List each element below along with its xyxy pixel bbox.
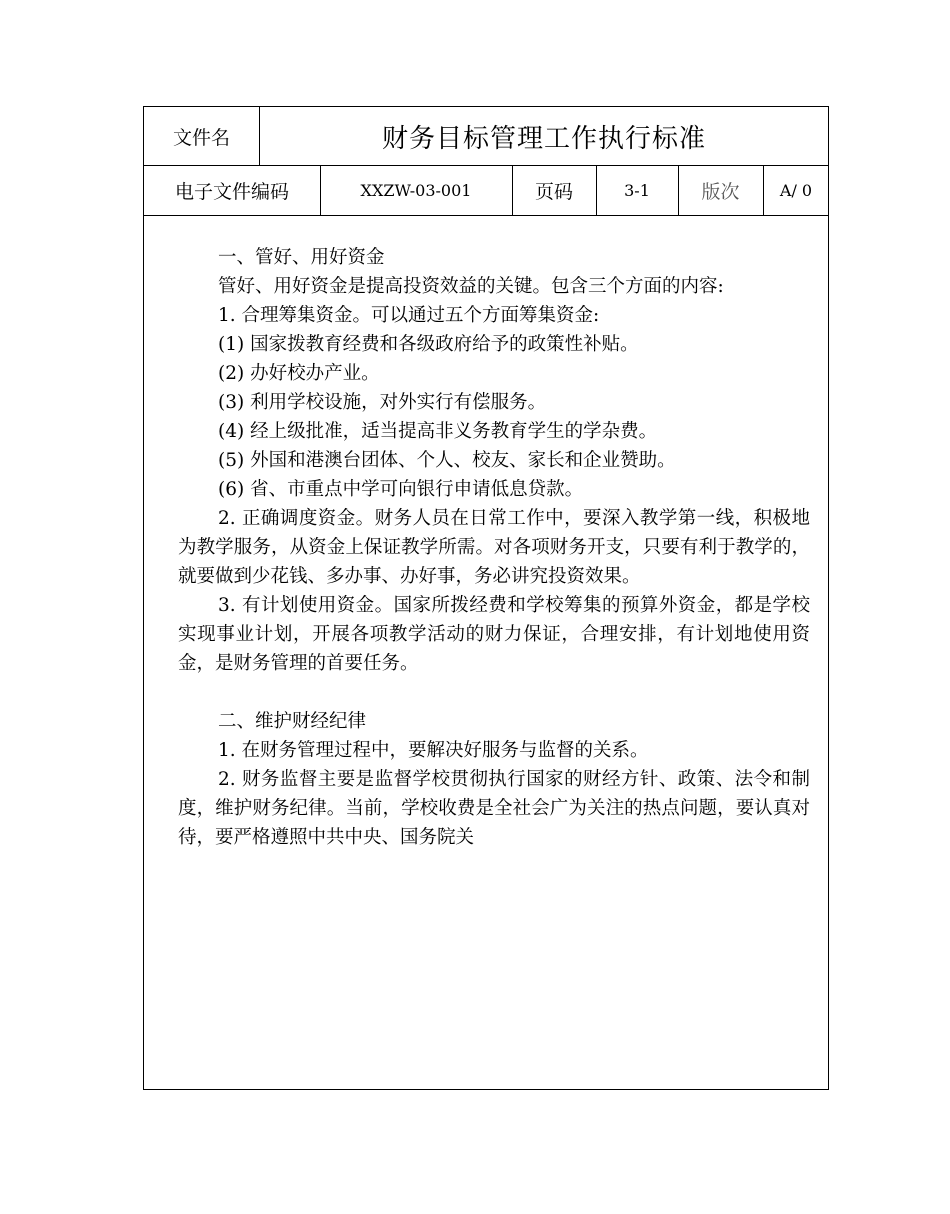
item-1-sub-1: (1) 国家拨教育经费和各级政府给予的政策性补贴。 (218, 334, 639, 355)
document-body (178, 243, 810, 852)
item-1-sub-3: (3) 利用学校设施，对外实行有偿服务。 (218, 392, 547, 413)
section2-item-1: 1. 在财务管理过程中，要解决好服务与监督的关系。 (218, 740, 649, 761)
document-title: 财务目标管理工作执行标准 (381, 123, 706, 154)
document-form-frame (143, 106, 829, 1090)
item-1-sub-6: (6) 省、市重点中学可向银行申请低息贷款。 (218, 479, 584, 500)
section1-heading: 一、管好、用好资金 (218, 247, 385, 268)
electronic-file-code-label: 电子文件编码 (174, 180, 289, 203)
electronic-file-code-value: XXZW-03-001 (360, 180, 472, 200)
section-spacer (178, 678, 810, 707)
section2-heading: 二、维护财经纪律 (218, 711, 367, 732)
item-1-sub-2: (2) 办好校办产业。 (218, 363, 380, 384)
item-1: 1. 合理筹集资金。可以通过五个方面筹集资金: (218, 305, 600, 326)
page-number-label: 页码 (534, 180, 573, 203)
page-number-value: 3-1 (624, 180, 650, 200)
file-name-label: 文件名 (172, 126, 230, 149)
item-3: 3. 有计划使用资金。国家所拨经费和学校筹集的预算外资金，都是学校实现事业计划，开展各项教学活动的财力保证，合理安排，有计划地使用资金，是财务管理的首要任务。 (178, 595, 810, 674)
version-value: A/ 0 (779, 180, 813, 200)
item-2: 2. 正确调度资金。财务人员在日常工作中，要深入教学第一线，积极地为教学服务，从资金上保证教学所需。对各项财务开支，只要有利于教学的，就要做到少花钱、多办事、办好事，务必讲究投资效果。 (178, 508, 810, 587)
section1-intro: 管好、用好资金是提高投资效益的关键。包含三个方面的内容: (218, 276, 724, 297)
item-1-sub-4: (4) 经上级批准，适当提高非义务教育学生的学杂费。 (218, 421, 658, 442)
version-label: 版次 (701, 180, 740, 203)
item-1-sub-5: (5) 外国和港澳台团体、个人、校友、家长和企业赞助。 (218, 450, 676, 471)
header-body-divider (144, 215, 828, 216)
section2-item-2: 2. 财务监督主要是监督学校贯彻执行国家的财经方针、政策、法令和制度，维护财务纪律。当前，学校收费是全社会广为关注的热点问题，要认真对待，要严格遵照中共中央、国务院关 (178, 769, 810, 848)
